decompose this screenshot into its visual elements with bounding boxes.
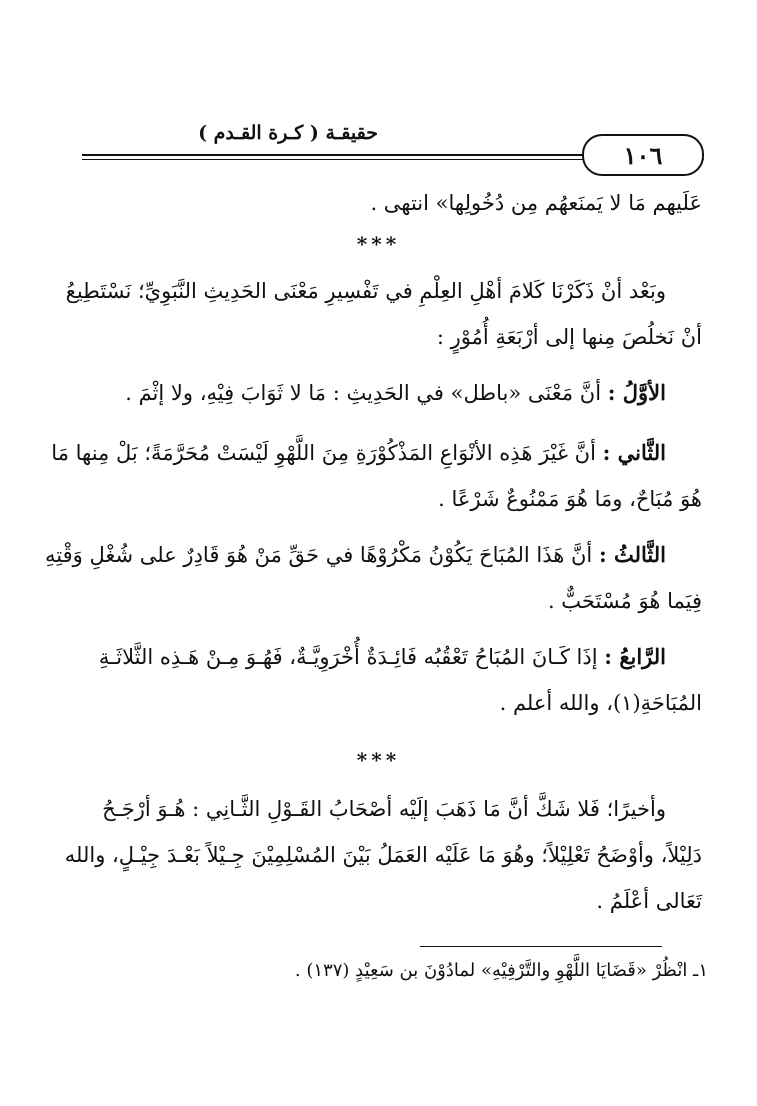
text-line — [92, 634, 702, 680]
list-item-first — [92, 370, 702, 416]
page-number-frame — [582, 134, 704, 176]
footnote-separator — [420, 946, 662, 947]
item-text: أنَّ مَعْنَى «باطل» في الحَدِيثِ : مَا لا ثَوَابَ فِيْهِ، ولا إثْمَ . — [125, 381, 602, 405]
item-term: الثَّالثُ : — [598, 542, 666, 567]
section-separator: *** — [356, 748, 401, 772]
text-line: المُبَاحَةِ(١)، والله أعلم . — [499, 691, 702, 715]
page-header — [82, 116, 704, 174]
text-line — [45, 532, 702, 578]
text-line: تَعَالى أعْلَمُ . — [596, 889, 702, 913]
text-line: أنْ نَخلُصَ مِنها إلى أرْبَعَةِ أُمُوْرٍ : — [436, 325, 702, 349]
list-item-second — [51, 430, 702, 522]
item-term: الثَّاني : — [602, 440, 666, 465]
item-term: الرَّابعُ : — [604, 644, 666, 669]
footnote: ١ـ انْظُرْ «قَضَايَا اللَّهْوِ والتَّرْفِيْهِ» لمادُوْنَ بن سَعِيْدٍ (١٣٧) . — [294, 960, 708, 981]
item-text: إذَا كَـانَ المُبَاحُ تَعْقُبُه فَائِـدَةٌ أُخْرَوِيَّـةٌ، فَهُـوَ مِـنْ هَـذِه الثَّلاثَـةِ — [98, 645, 598, 669]
text-line: وأخيرًا؛ فَلا شَكَّ أنَّ مَا ذَهَبَ إلَيْه أصْحَابُ القَـوْلِ الثَّـانِي : هُـوَ أرْجَـحُ — [102, 797, 666, 821]
text-line: عَلَيهم مَا لا يَمنَعهُم مِن دُخُولِها» انتهى . — [370, 191, 702, 215]
section-separator: *** — [356, 232, 401, 256]
item-term: الأوَّلُ : — [607, 380, 666, 405]
text-line — [51, 430, 702, 476]
item-text: أنَّ غَيْرَ هَذِه الأنْوَاعِ المَذْكُوْرَةِ مِنَ اللَّهْوِ لَيْسَتْ مُحَرَّمَةً؛ بَلْ مِنها مَا — [51, 441, 596, 465]
item-text: أنَّ هَذَا المُبَاحَ يَكُوْنُ مَكْرُوْهًا في حَقِّ مَنْ هُوَ قَادِرٌ على شُغْلِ وَقْتِهِ — [45, 543, 593, 567]
text-line: وبَعْد أنْ ذَكَرْنَا كَلامَ أهْلِ العِلْمِ في تَفْسِيرِ مَعْنَى الحَدِيثِ النَّبَوِيِّ؛ نَسْتَطِيعُ — [65, 279, 666, 303]
text-line: هُوَ مُبَاحٌ، ومَا هُوَ مَمْنُوعٌ شَرْعًا . — [438, 487, 702, 511]
text-line: فِيَما هُوَ مُسْتَحَبٌّ . — [547, 589, 702, 613]
list-item-fourth — [92, 634, 702, 726]
text-line — [92, 370, 702, 416]
paragraph-intro — [65, 268, 702, 360]
paragraph-conclusion — [64, 786, 702, 924]
paragraph-quote-end — [92, 180, 702, 226]
running-title: حقيقـة ( كـرة القـدم ) — [198, 122, 378, 144]
text-line: دَلِيْلاً، وأوْضَحُ تَعْلِيْلاً؛ وهُوَ مَا عَلَيْه العَمَلُ بَيْنَ المُسْلِمِيْنَ جِـيْلاً بَعْـدَ جِيْـلٍ، والله — [64, 843, 702, 867]
list-item-third — [45, 532, 702, 624]
page-number: ١٠٦ — [623, 140, 663, 170]
